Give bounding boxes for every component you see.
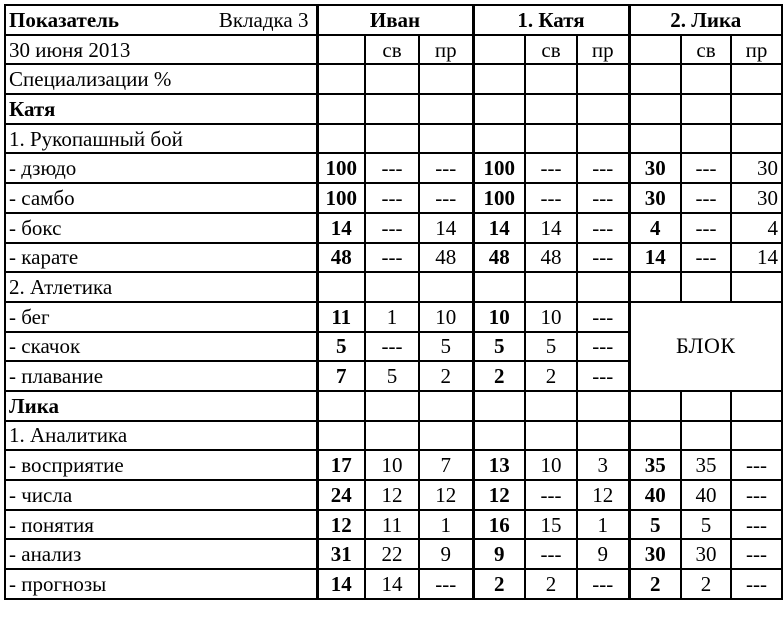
value-cell: 35 xyxy=(681,450,731,480)
value-cell xyxy=(419,272,473,302)
value-cell-total: 10 xyxy=(473,302,525,332)
value-cell xyxy=(681,272,731,302)
table-row xyxy=(5,539,782,569)
value-cell: --- xyxy=(365,243,419,273)
table-row xyxy=(5,569,782,599)
value-cell: --- xyxy=(365,153,419,183)
value-cell-total: 100 xyxy=(317,153,365,183)
value-cell-total: 14 xyxy=(473,213,525,243)
table-row xyxy=(5,243,782,273)
value-cell-total xyxy=(473,391,525,421)
header-row-names xyxy=(5,5,782,35)
value-cell-total: 4 xyxy=(629,213,681,243)
value-cell: --- xyxy=(731,510,782,540)
value-cell-total xyxy=(317,64,365,94)
tab-label: Вкладка 3 xyxy=(218,7,309,32)
value-cell: 5 xyxy=(365,361,419,391)
value-cell: --- xyxy=(681,153,731,183)
value-cell-total: 48 xyxy=(317,243,365,273)
value-cell: --- xyxy=(681,243,731,273)
value-cell: 5 xyxy=(419,332,473,362)
value-cell: 12 xyxy=(365,480,419,510)
value-cell-total xyxy=(473,421,525,451)
row-label: - самбо xyxy=(5,183,317,213)
value-cell xyxy=(731,64,782,94)
value-cell xyxy=(419,64,473,94)
value-cell-total: 17 xyxy=(317,450,365,480)
value-cell: 15 xyxy=(525,510,577,540)
value-cell xyxy=(525,391,577,421)
value-cell-total: 30 xyxy=(629,153,681,183)
value-cell xyxy=(681,64,731,94)
value-cell xyxy=(731,391,782,421)
value-cell xyxy=(577,421,629,451)
value-cell-total: 7 xyxy=(317,361,365,391)
value-cell: --- xyxy=(731,569,782,599)
value-cell: 30 xyxy=(731,153,782,183)
table-row xyxy=(5,480,782,510)
row-label: - прогнозы xyxy=(5,569,317,599)
row-label: - скачок xyxy=(5,332,317,362)
value-cell xyxy=(525,272,577,302)
value-cell xyxy=(419,124,473,154)
value-cell: 2 xyxy=(525,361,577,391)
header-row-sub xyxy=(5,35,782,65)
row-label: - понятия xyxy=(5,510,317,540)
value-cell: 48 xyxy=(525,243,577,273)
value-cell-total xyxy=(473,272,525,302)
value-cell: --- xyxy=(577,361,629,391)
value-cell xyxy=(365,272,419,302)
value-cell-total xyxy=(317,391,365,421)
value-cell: --- xyxy=(525,153,577,183)
value-cell: --- xyxy=(577,243,629,273)
row-label: - восприятие xyxy=(5,450,317,480)
table-row xyxy=(5,302,782,332)
value-cell: 11 xyxy=(365,510,419,540)
value-cell: --- xyxy=(525,539,577,569)
subheader-sv: св xyxy=(365,35,419,65)
value-cell-total: 13 xyxy=(473,450,525,480)
group-header-ivan: Иван xyxy=(317,5,473,35)
table-row xyxy=(5,510,782,540)
value-cell: --- xyxy=(577,213,629,243)
table-row xyxy=(5,450,782,480)
value-cell-total xyxy=(317,124,365,154)
value-cell: 48 xyxy=(419,243,473,273)
value-cell: 12 xyxy=(419,480,473,510)
value-cell: 4 xyxy=(731,213,782,243)
value-cell-total: 14 xyxy=(317,569,365,599)
value-cell xyxy=(419,421,473,451)
value-cell xyxy=(731,94,782,124)
value-cell xyxy=(525,421,577,451)
value-cell: --- xyxy=(419,569,473,599)
value-cell-total xyxy=(629,272,681,302)
block-merged-cell: БЛОК xyxy=(629,302,782,391)
value-cell: --- xyxy=(681,213,731,243)
value-cell-total: 40 xyxy=(629,480,681,510)
value-cell-total: 2 xyxy=(473,361,525,391)
value-cell-total xyxy=(629,64,681,94)
value-cell: --- xyxy=(577,183,629,213)
value-cell-total: 12 xyxy=(473,480,525,510)
table-row xyxy=(5,64,782,94)
row-label: - бег xyxy=(5,302,317,332)
subheader-pr: пр xyxy=(731,35,782,65)
value-cell-total xyxy=(473,64,525,94)
table-row xyxy=(5,391,782,421)
value-cell: --- xyxy=(731,480,782,510)
value-cell: --- xyxy=(577,569,629,599)
value-cell: --- xyxy=(365,332,419,362)
value-cell-total xyxy=(629,391,681,421)
subheader-sv: св xyxy=(681,35,731,65)
value-cell-total xyxy=(317,94,365,124)
value-cell: --- xyxy=(681,183,731,213)
value-cell: --- xyxy=(577,153,629,183)
row-label: - карате xyxy=(5,243,317,273)
row-label: 1. Рукопашный бой xyxy=(5,124,317,154)
value-cell: --- xyxy=(731,450,782,480)
value-cell xyxy=(365,421,419,451)
value-cell: 7 xyxy=(419,450,473,480)
value-cell: --- xyxy=(525,480,577,510)
value-cell-total xyxy=(629,94,681,124)
value-cell-total: 48 xyxy=(473,243,525,273)
value-cell xyxy=(681,391,731,421)
value-cell-total: 12 xyxy=(317,510,365,540)
value-cell-total xyxy=(473,124,525,154)
row-label: Катя xyxy=(5,94,317,124)
value-cell: --- xyxy=(731,539,782,569)
value-cell-total xyxy=(629,421,681,451)
table-row xyxy=(5,421,782,451)
value-cell xyxy=(365,94,419,124)
value-cell: 10 xyxy=(365,450,419,480)
value-cell: 22 xyxy=(365,539,419,569)
value-cell xyxy=(731,272,782,302)
value-cell-total: 16 xyxy=(473,510,525,540)
row-label: 2. Атлетика xyxy=(5,272,317,302)
value-cell: 5 xyxy=(681,510,731,540)
value-cell: --- xyxy=(577,332,629,362)
value-cell xyxy=(731,124,782,154)
value-cell: 14 xyxy=(731,243,782,273)
value-cell: 30 xyxy=(731,183,782,213)
value-cell-total: 2 xyxy=(629,569,681,599)
group-header-lika: 2. Лика xyxy=(629,5,782,35)
value-cell: --- xyxy=(419,183,473,213)
value-cell: 2 xyxy=(525,569,577,599)
row-label: - бокс xyxy=(5,213,317,243)
subheader-sv: св xyxy=(525,35,577,65)
value-cell: 2 xyxy=(681,569,731,599)
subheader-total xyxy=(317,35,365,65)
value-cell xyxy=(681,421,731,451)
value-cell-total: 100 xyxy=(473,153,525,183)
value-cell-total xyxy=(629,124,681,154)
table-row xyxy=(5,183,782,213)
indicator-label: Показатель xyxy=(9,7,120,32)
value-cell xyxy=(419,391,473,421)
specialization-table xyxy=(4,4,783,600)
value-cell-total xyxy=(317,421,365,451)
value-cell xyxy=(681,94,731,124)
value-cell: 1 xyxy=(365,302,419,332)
value-cell: 10 xyxy=(525,302,577,332)
value-cell: 14 xyxy=(419,213,473,243)
group-header-katya: 1. Катя xyxy=(473,5,629,35)
value-cell xyxy=(365,124,419,154)
report-date: 30 июня 2013 xyxy=(5,35,317,65)
value-cell-total xyxy=(473,94,525,124)
value-cell: 14 xyxy=(525,213,577,243)
value-cell xyxy=(365,64,419,94)
value-cell: 12 xyxy=(577,480,629,510)
value-cell-total: 30 xyxy=(629,183,681,213)
value-cell xyxy=(525,94,577,124)
row-label: - числа xyxy=(5,480,317,510)
value-cell: --- xyxy=(419,153,473,183)
table-row xyxy=(5,213,782,243)
value-cell: --- xyxy=(365,213,419,243)
value-cell xyxy=(577,94,629,124)
value-cell-total: 5 xyxy=(629,510,681,540)
value-cell-total: 31 xyxy=(317,539,365,569)
value-cell: 1 xyxy=(419,510,473,540)
value-cell: 40 xyxy=(681,480,731,510)
value-cell: 10 xyxy=(525,450,577,480)
value-cell: --- xyxy=(525,183,577,213)
row-label: - анализ xyxy=(5,539,317,569)
value-cell xyxy=(577,124,629,154)
value-cell-total: 100 xyxy=(473,183,525,213)
value-cell: 3 xyxy=(577,450,629,480)
value-cell xyxy=(731,421,782,451)
subheader-total xyxy=(629,35,681,65)
value-cell: 9 xyxy=(419,539,473,569)
value-cell xyxy=(525,124,577,154)
value-cell-total: 2 xyxy=(473,569,525,599)
row-label: Специализации % xyxy=(5,64,317,94)
value-cell: 30 xyxy=(681,539,731,569)
table-row xyxy=(5,94,782,124)
value-cell: 14 xyxy=(365,569,419,599)
value-cell-total: 35 xyxy=(629,450,681,480)
value-cell: 5 xyxy=(525,332,577,362)
value-cell: 10 xyxy=(419,302,473,332)
table-row xyxy=(5,124,782,154)
value-cell-total: 9 xyxy=(473,539,525,569)
header-indicator-cell xyxy=(5,5,317,35)
table-row xyxy=(5,272,782,302)
value-cell-total: 5 xyxy=(317,332,365,362)
subheader-total xyxy=(473,35,525,65)
row-label: 1. Аналитика xyxy=(5,421,317,451)
value-cell xyxy=(365,391,419,421)
row-label: - дзюдо xyxy=(5,153,317,183)
value-cell xyxy=(419,94,473,124)
value-cell: --- xyxy=(365,183,419,213)
row-label: - плавание xyxy=(5,361,317,391)
value-cell xyxy=(577,64,629,94)
value-cell-total: 100 xyxy=(317,183,365,213)
value-cell: 1 xyxy=(577,510,629,540)
value-cell: 9 xyxy=(577,539,629,569)
value-cell xyxy=(577,272,629,302)
value-cell: --- xyxy=(577,302,629,332)
value-cell-total: 11 xyxy=(317,302,365,332)
table-row xyxy=(5,153,782,183)
subheader-pr: пр xyxy=(577,35,629,65)
value-cell-total xyxy=(317,272,365,302)
value-cell-total: 30 xyxy=(629,539,681,569)
value-cell: 2 xyxy=(419,361,473,391)
value-cell xyxy=(681,124,731,154)
value-cell-total: 14 xyxy=(629,243,681,273)
value-cell-total: 24 xyxy=(317,480,365,510)
value-cell-total: 14 xyxy=(317,213,365,243)
value-cell-total: 5 xyxy=(473,332,525,362)
subheader-pr: пр xyxy=(419,35,473,65)
value-cell xyxy=(577,391,629,421)
value-cell xyxy=(525,64,577,94)
row-label: Лика xyxy=(5,391,317,421)
